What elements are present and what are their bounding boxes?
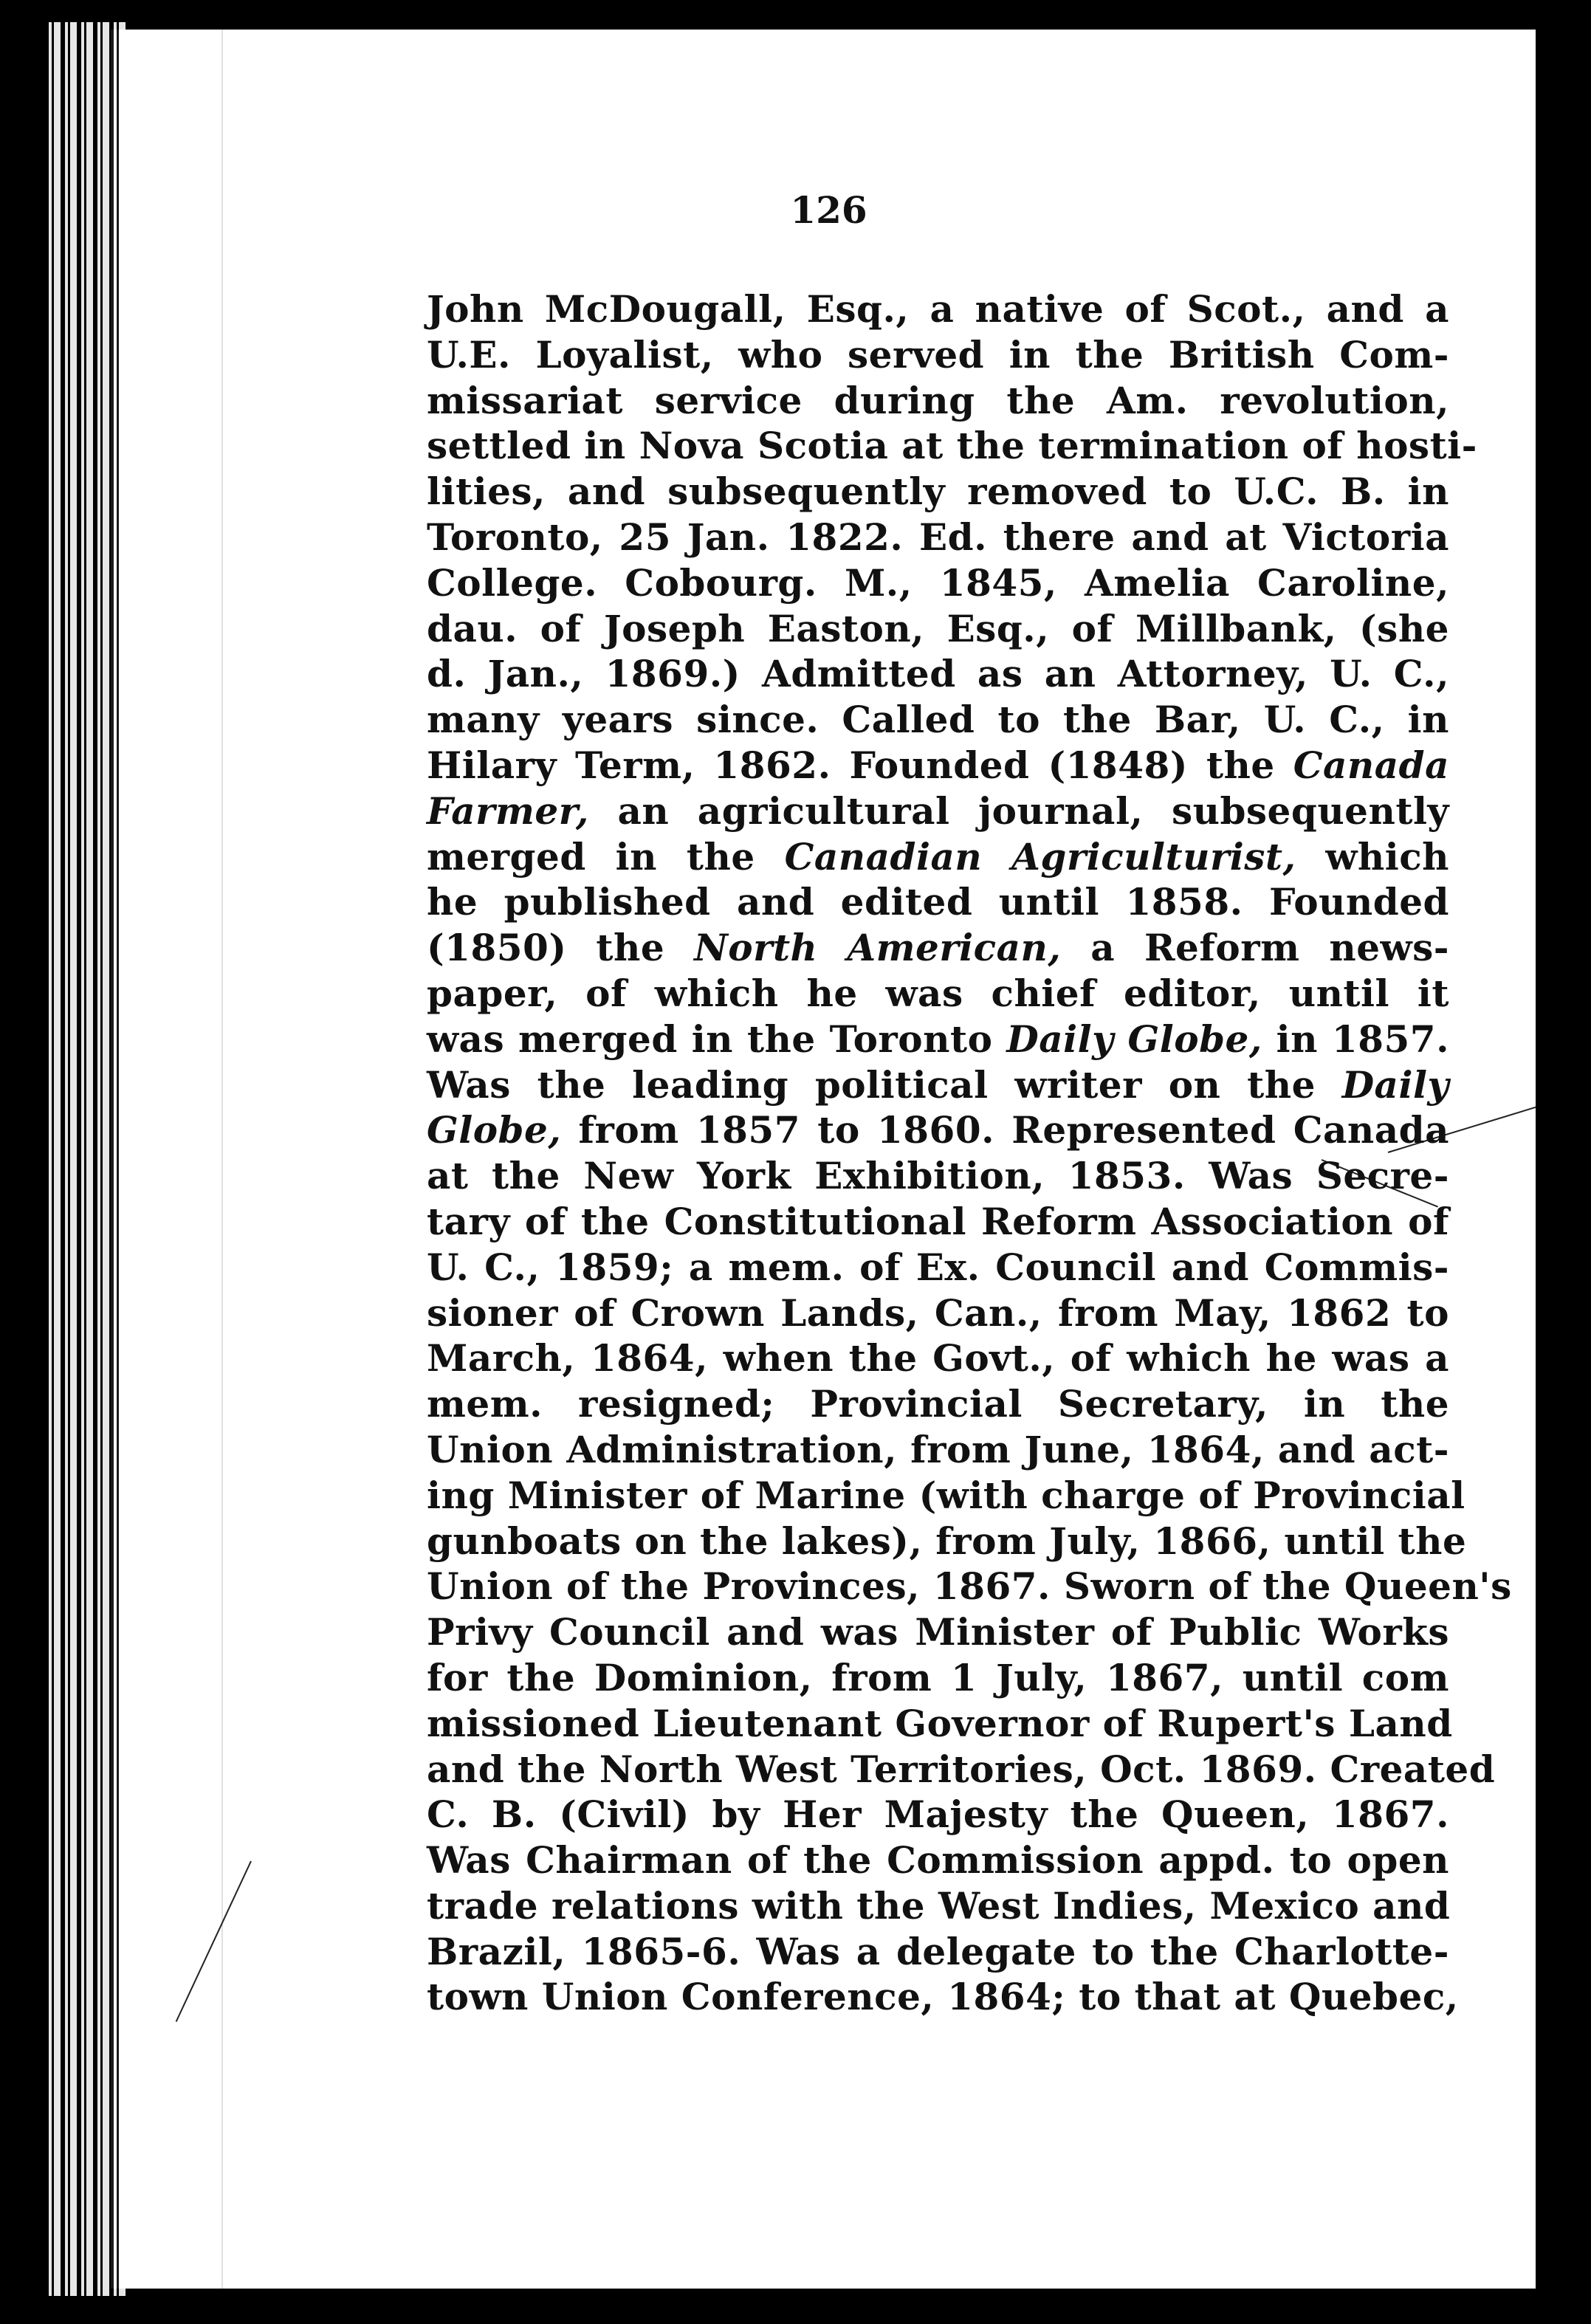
text-run: many years since. Called to the Bar, U. C., in xyxy=(427,698,1449,742)
text-run: and the North West Territories, Oct. 1869. Created xyxy=(427,1747,1496,1791)
text-line xyxy=(427,1655,1449,1701)
text-run: Was Chairman of the Commission appd. to open xyxy=(427,1838,1449,1883)
text-run: which xyxy=(1296,834,1450,879)
text-run: merged in the xyxy=(427,834,785,879)
text-run: at the New York Exhibition, 1853. Was Secre- xyxy=(427,1154,1449,1198)
right-border xyxy=(1536,0,1591,2324)
text-line xyxy=(427,1290,1449,1336)
text-line xyxy=(427,1929,1449,1975)
text-line xyxy=(427,1747,1496,1792)
text-run: in 1857. xyxy=(1262,1017,1449,1061)
italic-title: Daily Globe, xyxy=(1006,1017,1262,1061)
text-line xyxy=(427,1245,1449,1290)
text-run: for the Dominion, from 1 July, 1867, until com xyxy=(427,1655,1449,1699)
text-line xyxy=(427,1199,1449,1245)
text-run: lities, and subsequently removed to U.C. B. in xyxy=(427,470,1449,514)
text-run: an agricultural journal, subsequently xyxy=(588,788,1449,833)
text-run: town Union Conference, 1864; to that at Quebec, xyxy=(427,1975,1459,2019)
text-run: C. B. (Civil) by Her Majesty the Queen, 1867. xyxy=(427,1792,1449,1837)
body-text xyxy=(427,286,1512,2020)
text-run: dau. of Joseph Easton, Esq., of Millbank, (she xyxy=(427,606,1449,650)
italic-title: Daily xyxy=(1341,1062,1449,1107)
text-line xyxy=(427,378,1449,424)
text-run: missioned Lieutenant Governor of Rupert's Land xyxy=(427,1701,1453,1745)
italic-title: Canada xyxy=(1293,743,1449,787)
text-run: he published and edited until 1858. Founded xyxy=(427,880,1449,924)
text-line xyxy=(427,925,1449,971)
text-line xyxy=(427,469,1449,515)
text-run: Union Administration, from June, 1864, and act- xyxy=(427,1427,1449,1471)
text-line xyxy=(427,1062,1449,1108)
text-line xyxy=(427,697,1449,743)
text-run: Privy Council and was Minister of Public Works xyxy=(427,1610,1449,1654)
text-line xyxy=(427,286,1449,332)
italic-title: North American, xyxy=(694,926,1062,970)
text-run: paper, of which he was chief editor, until it xyxy=(427,971,1449,1015)
text-line xyxy=(427,1427,1449,1473)
text-line xyxy=(427,834,1449,880)
text-line xyxy=(427,423,1477,469)
text-line xyxy=(427,1792,1449,1837)
text-run: missariat service during the Am. revolution, xyxy=(427,378,1449,422)
text-run: a Reform news- xyxy=(1061,926,1449,970)
text-line xyxy=(427,1837,1449,1883)
text-run: from 1857 to 1860. Represented Canada xyxy=(561,1108,1449,1152)
text-line xyxy=(427,879,1449,925)
text-line xyxy=(427,1701,1453,1747)
text-line xyxy=(427,971,1449,1017)
text-line xyxy=(427,743,1449,788)
text-run: Union of the Provinces, 1867. Sworn of the Queen's xyxy=(427,1564,1512,1609)
text-line xyxy=(427,651,1449,697)
text-run: Brazil, 1865-6. Was a delegate to the Charlotte- xyxy=(427,1929,1449,1973)
text-run: Hilary Term, 1862. Founded (1848) the xyxy=(427,743,1293,787)
text-line xyxy=(427,1381,1449,1427)
text-run: ing Minister of Marine (with charge of Provincial xyxy=(427,1473,1465,1517)
text-line xyxy=(427,1564,1512,1609)
italic-title: Canadian Agriculturist, xyxy=(784,834,1296,879)
text-run: U. C., 1859; a mem. of Ex. Council and Commis- xyxy=(427,1245,1449,1289)
text-run: trade relations with the West Indies, Mexico and xyxy=(427,1883,1451,1928)
italic-title: Farmer, xyxy=(427,788,589,833)
text-run: Was the leading political writer on the xyxy=(427,1062,1342,1107)
gutter-shadow xyxy=(221,30,223,2289)
text-run: was merged in the Toronto xyxy=(427,1017,1007,1061)
text-run: (1850) the xyxy=(427,926,695,970)
text-run: U.E. Loyalist, who served in the British Com- xyxy=(427,332,1449,377)
text-line xyxy=(427,1107,1449,1153)
text-line xyxy=(427,1974,1459,2020)
text-line xyxy=(427,1335,1449,1381)
page-number: 126 xyxy=(790,188,867,232)
text-run: Toronto, 25 Jan. 1822. Ed. there and at Victoria xyxy=(427,515,1449,559)
text-line xyxy=(427,1519,1467,1564)
text-line xyxy=(427,1883,1449,1929)
text-run: settled in Nova Scotia at the termination of hosti- xyxy=(427,424,1477,468)
text-run: gunboats on the lakes), from July, 1866, until the xyxy=(427,1519,1467,1563)
text-run: tary of the Constitutional Reform Association of xyxy=(427,1199,1449,1243)
text-line xyxy=(427,1609,1449,1655)
text-line xyxy=(427,560,1449,606)
text-run: d. Jan., 1869.) Admitted as an Attorney, U. C., xyxy=(427,652,1449,696)
text-run: John McDougall, Esq., a native of Scot., and a xyxy=(427,287,1449,331)
text-line xyxy=(427,606,1449,652)
text-line xyxy=(427,515,1449,560)
text-line xyxy=(427,788,1449,834)
text-line xyxy=(427,1153,1449,1199)
text-run: sioner of Crown Lands, Can., from May, 1862 to xyxy=(427,1290,1449,1335)
text-run: mem. resigned; Provincial Secretary, in the xyxy=(427,1382,1449,1426)
page-edge-stack xyxy=(44,22,126,2296)
text-run: College. Cobourg. M., 1845, Amelia Caroline, xyxy=(427,560,1449,605)
text-run: March, 1864, when the Govt., of which he was a xyxy=(427,1336,1449,1381)
text-line xyxy=(427,332,1449,378)
text-line xyxy=(427,1473,1465,1519)
text-line xyxy=(427,1017,1449,1062)
italic-title: Globe, xyxy=(427,1108,562,1152)
